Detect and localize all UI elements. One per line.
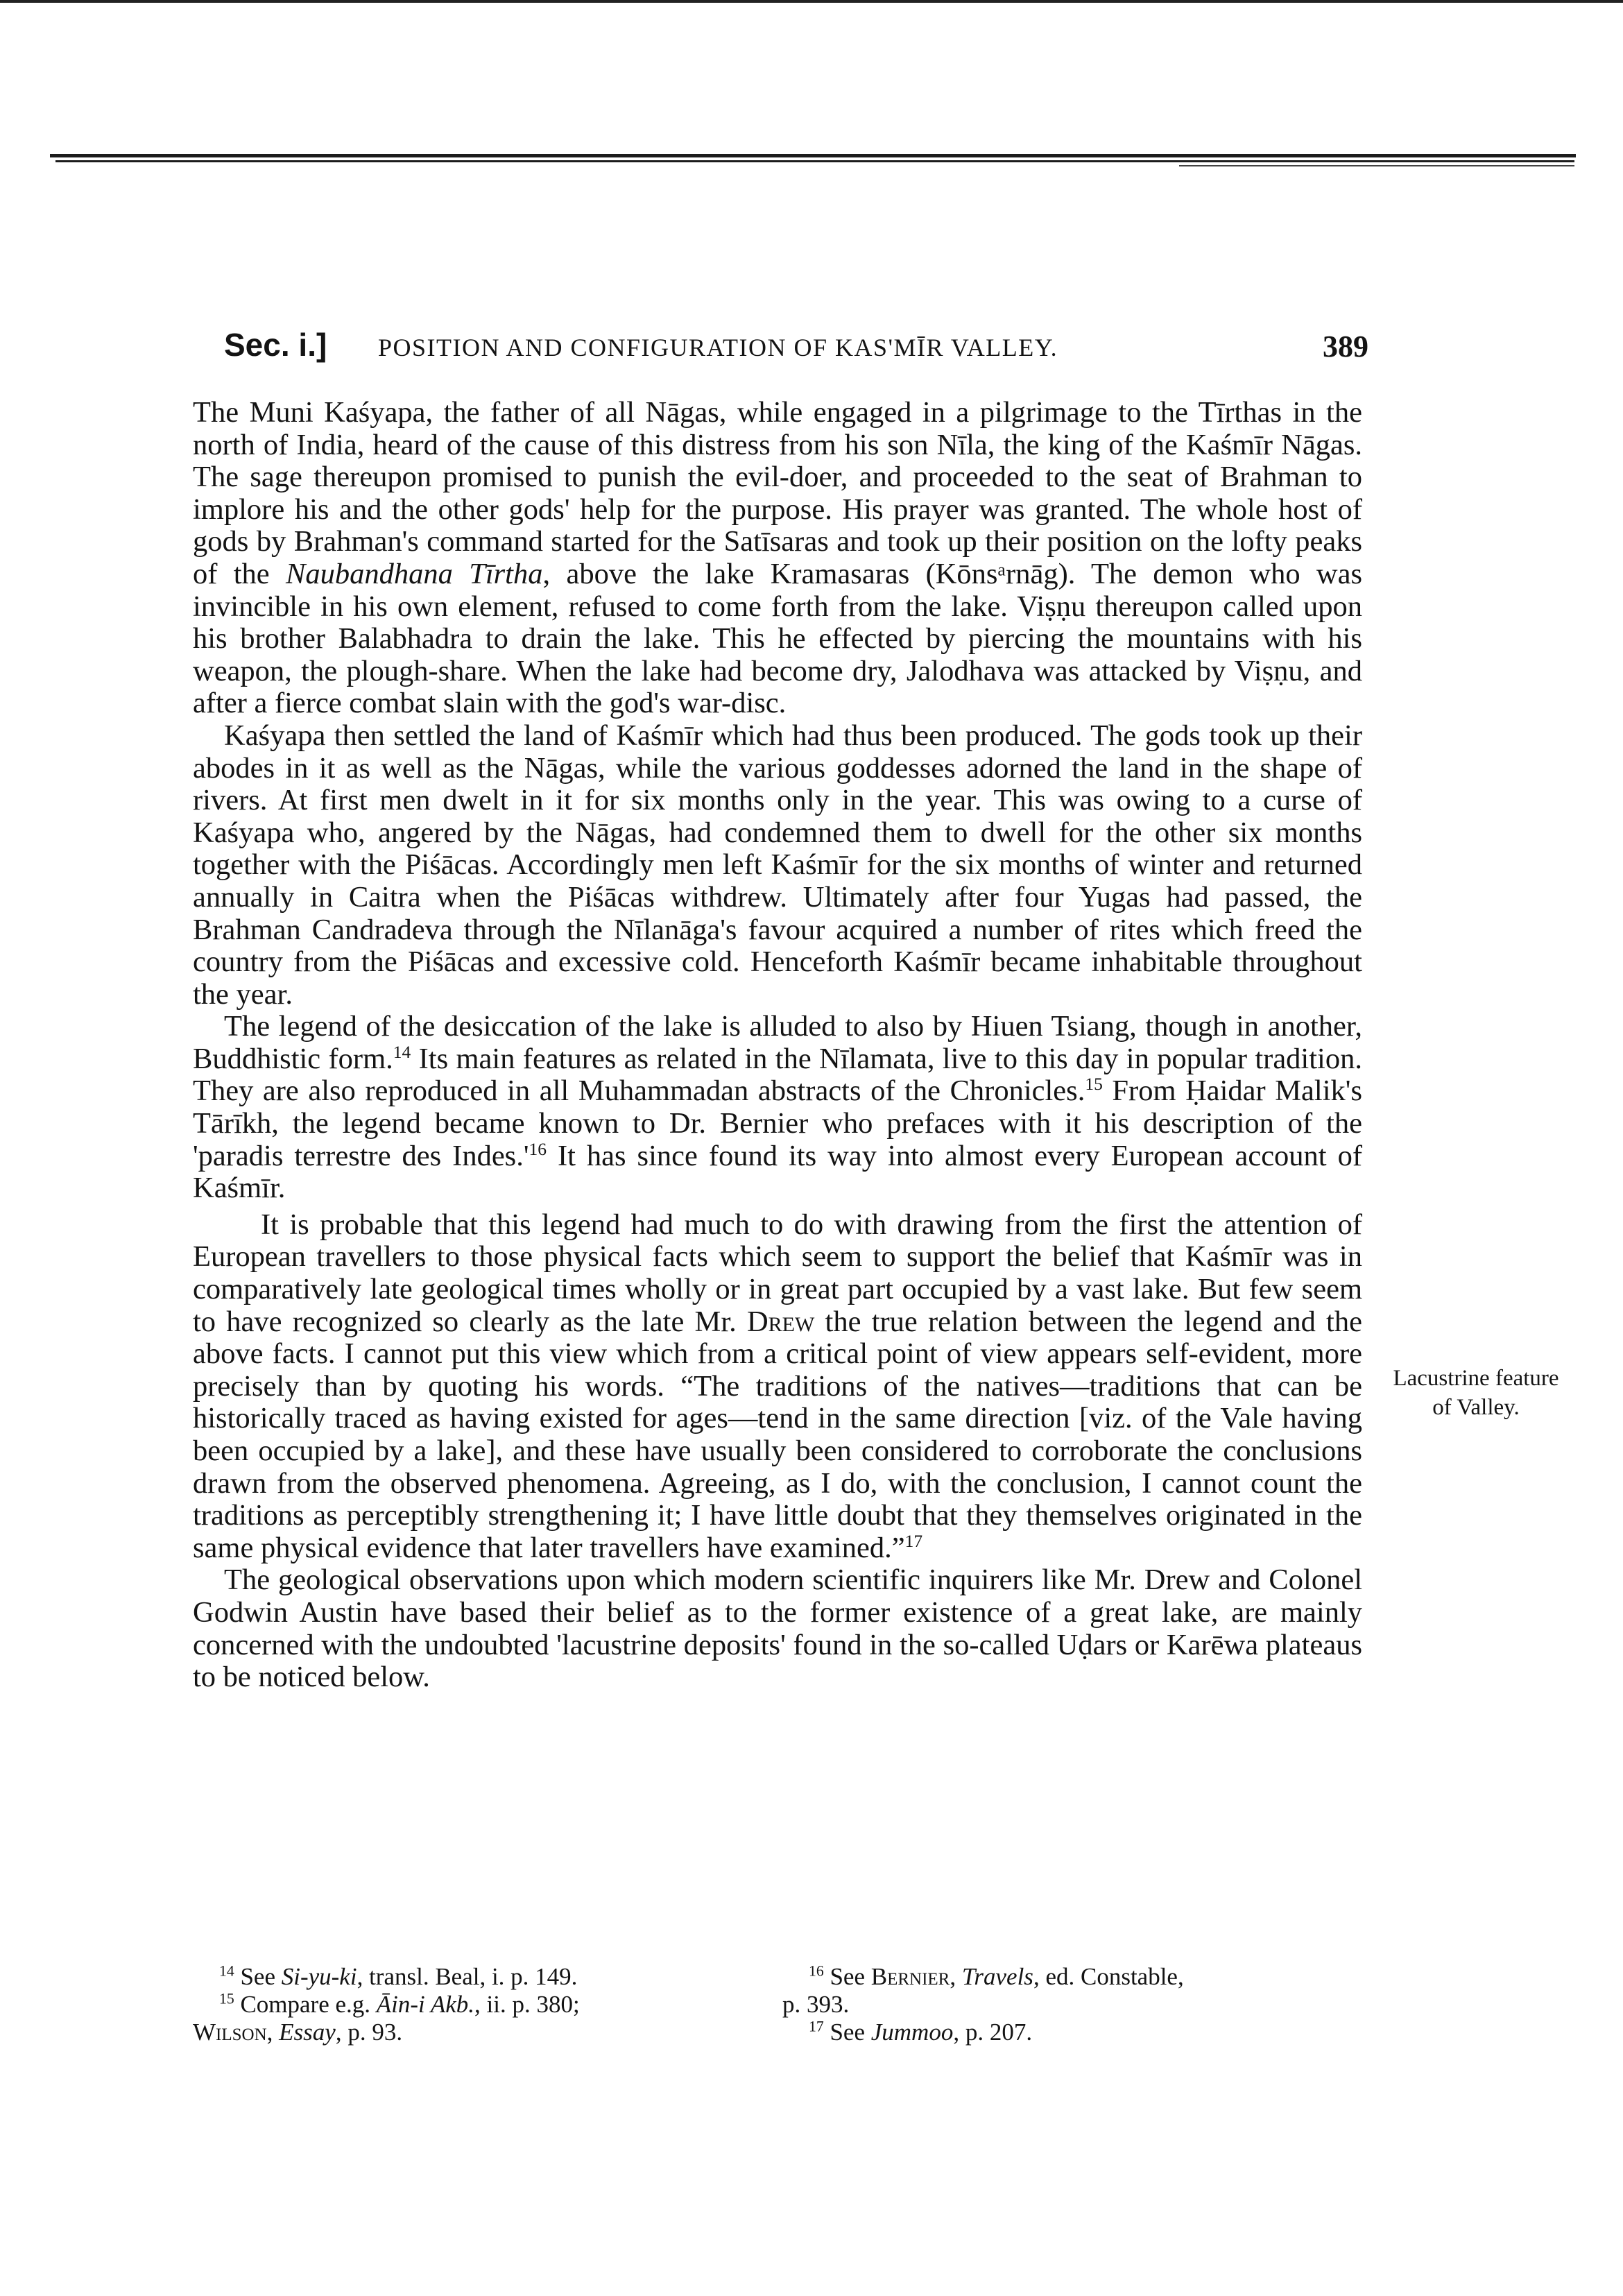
- marginal-note: Lacustrine feature of Valley.: [1393, 1366, 1559, 1420]
- paragraph-1: The Muni Kaśyapa, the father of all Nāgas, while engaged in a pilgrimage to the Tīrthas in the north of India, heard of the cause of this distress from his son Nīla, the king of the Kaśmīr Nāgas. The sage thereupon promised to punish the evil-doer, and proceeded to the seat of Brahman to implore his and the other gods' help for the purpose. His prayer was granted. The whole host of gods by Brahman's command started for the Satīsaras and took up their position on the lofty peaks of the Naubandhana Tīrtha, above the lake Kramasaras (Kōnsᵃrnāg). The demon who was invincible in his own element, refused to come forth from the lake. Viṣṇu thereupon called upon his brother Balabhadra to drain the lake. This he effected by piercing the mountains with his weapon, the plough-share. When the lake had become dry, Jalodhava was attacked by Viṣṇu, and after a fierce combat slain with the god's war-disc.: [193, 396, 1363, 720]
- footnote-16-continued: p. 393.: [782, 1991, 850, 2018]
- footnote-ref-17: 17: [904, 1530, 923, 1551]
- page-title: POSITION AND CONFIGURATION OF KAS'MĪR VALLEY.: [378, 334, 1058, 361]
- footnote-ref-16: 16: [529, 1138, 547, 1159]
- footnote-15-continued: Wilson, Essay, p. 93.: [193, 2019, 403, 2046]
- paragraph-4: It is probable that this legend had much to do with drawing from the first the attention of European travellers to those physical facts which seem to support the belief that Kaśmīr was in comparatively late geological times wholly or in great part occupied by a vast lake. But few seem to have recognized so clearly as the late Mr. Drew the true relation between the legend and the above facts. I cannot put this view which from a critical point of view appears self-evident, more precisely than by quoting his words. “The traditions of the natives—traditions that can be historically traced as having existed for ages—tend in the same direction [viz. of the Vale having been occupied by a lake], and these have usually been considered to corroborate the conclusions drawn from the observed phenomena. Agreeing, as I do, with the conclusion, I cannot count the traditions as perceptibly strengthening it; I have little doubt that they themselves originated in the same physical evidence that later travellers have examined.”$^{17}$: [193, 1208, 1362, 1564]
- footnote-ref-14: 14: [393, 1041, 411, 1062]
- footnote-16: $^{16}$ See Bernier, Travels, ed. Constable,: [809, 1962, 1184, 1990]
- footnotes-right-column: [782, 1963, 1362, 2046]
- body-text: [193, 397, 1362, 1694]
- header-rule-secondary: [55, 160, 1574, 162]
- footnote-15: $^{15}$ Compare e.g. Āin-i Akb., ii. p. 380;: [219, 1990, 580, 2018]
- paragraph-2: Kaśyapa then settled the land of Kaśmīr which had thus been produced. The gods took up their abodes in it as well as the Nāgas, while the various goddesses adorned the land in the shape of rivers. At first men dwelt in it for six months only in the year. This was owing to a curse of Kaśyapa who, angered by the Nāgas, had condemned them to dwell for the other six months together with the Piśācas. Accordingly men left Kaśmīr for the six months of winter and returned annually in Caitra when the Piśācas withdrew. Ultimately after four Yugas had passed, the Brahman Candradeva through the Nīlanāga's favour acquired a number of rites which freed the country from the Piśācas and excessive cold. Henceforth Kaśmīr became inhabitable throughout the year.: [193, 719, 1362, 1011]
- paragraph-5: The geological observations upon which modern scientific inquirers like Mr. Drew and Colonel Godwin Austin have based their belief as to the former existence of a great lake, are mainly concerned with the undoubted 'lacustrine deposits' found in the so-called Uḍars or Karēwa plateaus to be noticed below.: [193, 1563, 1362, 1694]
- page-number: 389: [1323, 329, 1368, 363]
- header-rule: [50, 154, 1576, 157]
- footnote-14: $^{14}$ See Si-yu-ki, transl. Beal, i. p. 149.: [219, 1962, 578, 1990]
- running-header: [224, 326, 1368, 368]
- paragraph-3: The legend of the desiccation of the lake is alluded to also by Hiuen Tsiang, though in another, Buddhistic form.$^{14}$ Its main features as related in the Nīlamata, live to this day in popular tradition. They are also reproduced in all Muhammadan abstracts of the Chronicles.$^{15}$ From Ḥaidar Malik's Tārīkh, the legend became known to Dr. Bernier who prefaces with it his description of the 'paradis terrestre des $Indes.'^{16}$ It has since found its way into almost every European account of Kaśmīr.: [193, 1010, 1362, 1205]
- footnote-17: $^{17}$ See Jummoo, p. 207.: [809, 2018, 1033, 2046]
- section-label: Sec. i.]: [224, 327, 327, 363]
- header-rule-tail: [1179, 165, 1574, 166]
- scan-top-edge: [0, 0, 1623, 3]
- footnotes-left-column: [193, 1963, 775, 2046]
- footnote-ref-15: 15: [1085, 1074, 1103, 1095]
